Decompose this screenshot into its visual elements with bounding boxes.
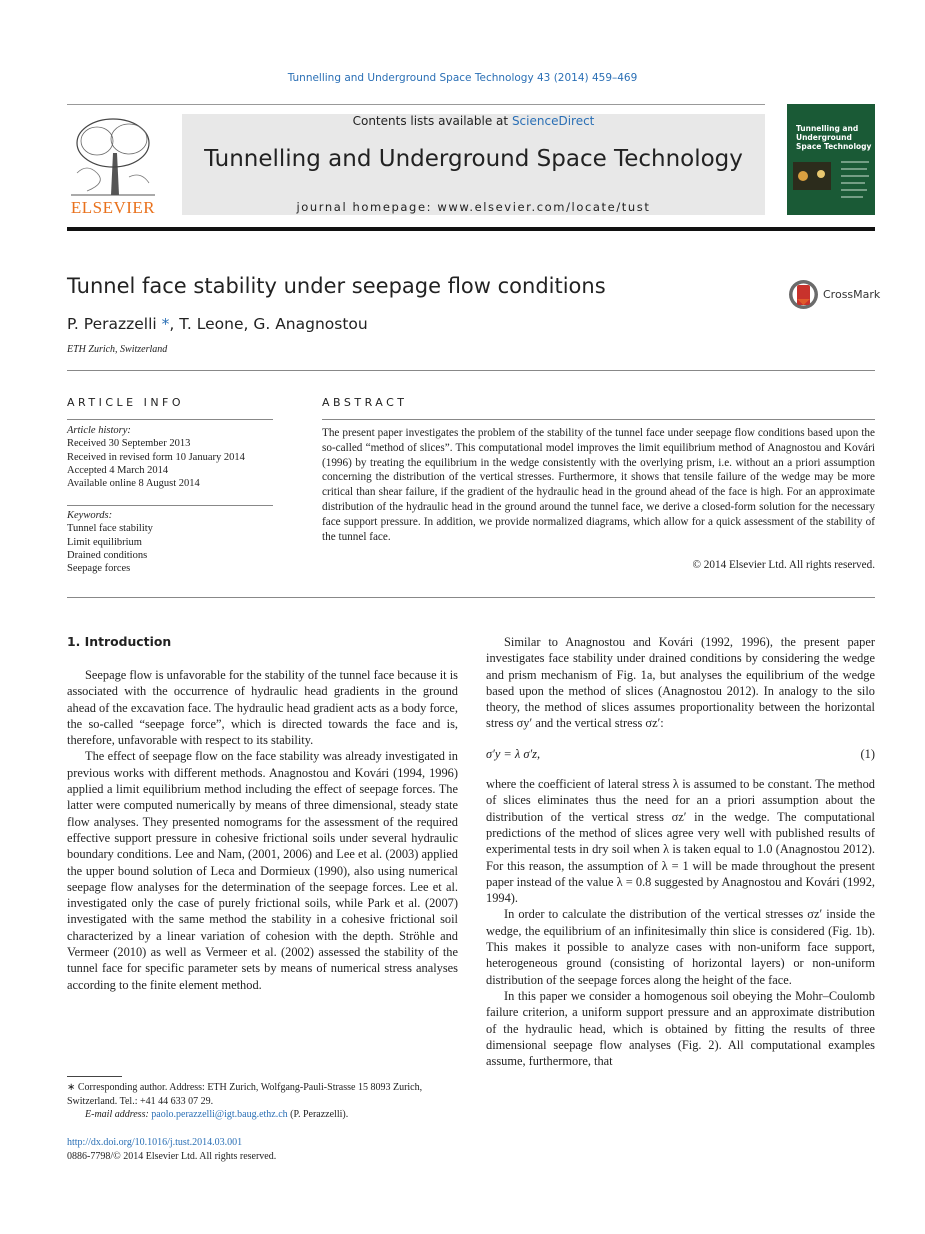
contents-line [182, 114, 765, 128]
footnote-text: ∗ Corresponding author. Address: ETH Zurich, Wolfgang-Pauli-Strasse 15 8093 Zurich, Switzerland. Tel.: +41 44 633 07 29. [67, 1082, 423, 1107]
doi-link[interactable]: http://dx.doi.org/10.1016/j.tust.2014.03.001 [67, 1137, 243, 1148]
sciencedirect-link[interactable]: ScienceDirect [511, 114, 595, 128]
crossmark-label[interactable]: CrossMark [823, 288, 881, 301]
keyword: Drained conditions [67, 549, 148, 561]
keyword: Seepage forces [67, 563, 131, 575]
equation-number: (1) [860, 746, 875, 761]
cover-title: Tunnelling and Underground Space Technology [796, 124, 872, 151]
keyword: Tunnel face stability [67, 523, 153, 535]
keywords-label: Keywords: [67, 510, 113, 521]
header-rule [67, 227, 875, 231]
paragraph: The effect of seepage flow on the face stability was already investigated in previous works with different methods. Anagnostou and Kovári (1994, 1996) applied a limit equilibrium method including the effect of seepage forces. The latter were computed numerically by means of three dimensional, steady state flow analyses. They presented nomograms for the assessment of the required effective support pressure in cohesive frictional soils under several hydraulic boundary conditions. Lee and Nam, (2001, 2006) and Lee et al. (2003) applied the upper bound solution of Leca and Dormieux (1990), also using numerical seepage flow analyses for the determination of the seepage forces. Lee et al. investigated only the case of purely frictional soils, while Park et al. (2007) investigated with the same method the stability in a cohesive frictional soil characterized by a linear variation of cohesion with the depth. Ströhle and Vermeer (2010) as well as Vermeer et al. (2002) assessed the stability of the tunnel face for specific parameter sets by means of numerical stress analyses according to the finite element method. [67, 749, 458, 992]
keyword: Limit equilibrium [67, 536, 142, 548]
abstract-heading: ABSTRACT [322, 396, 408, 409]
article-history [67, 424, 277, 490]
email-label: E-mail address: [85, 1109, 152, 1120]
journal-cover [787, 104, 875, 215]
right-column [486, 634, 875, 1069]
paragraph: where the coefficient of lateral stress λ is assumed to be constant. The method of slices eliminates thus the need for an a priori assumption about the distribution of the vertical stress σz′ in the wedge. The computational predictions of the method of slices agree very well with published results of experimental tests in dry soil when λ is taken equal to 1.0 (Anagnostou 2012). For this reason, the assumption of λ = 1 will be made throughout the present paper instead of the value λ = 0.8 suggested by Anagnostou and Kovári (1992, 1994). [486, 777, 875, 906]
email-link[interactable]: paolo.perazzelli@igt.baug.ethz.ch [151, 1109, 288, 1120]
crossmark-icon[interactable] [788, 279, 819, 310]
equation-1 [486, 746, 875, 762]
top-rule [67, 104, 765, 105]
section-rule [67, 597, 875, 598]
corresponding-author-mark[interactable]: * [156, 315, 170, 333]
author-names: , T. Leone, G. Anagnostou [169, 315, 368, 333]
paragraph: In this paper we consider a homogenous soil obeying the Mohr–Coulomb failure criterion, a uniform support pressure and an approximate distribution of the hydraulic head, which is obtained by fitting the results of three dimensional seepage flow analyses (Fig. 2). All computational examples assume, furthermore, that [486, 988, 875, 1069]
cover-art-icon [787, 104, 875, 215]
left-column [67, 667, 458, 993]
article-title: Tunnel face stability under seepage flow conditions [67, 274, 606, 298]
history-label: Article history: [67, 425, 131, 436]
paragraph: In order to calculate the distribution of the vertical stresses σz′ inside the wedge, the equilibrium of an infinitesimally thin slice is considered (Fig. 1b). This makes it possible to analyze cases with non-uniform face support, heterogeneous ground (consisting of horizontal layers) or non-uniform distribution of the seepage forces along the height of the face. [486, 907, 875, 987]
issn-line: 0886-7798/© 2014 Elsevier Ltd. All rights reserved. [67, 1151, 277, 1162]
footnote-rule [67, 1076, 122, 1077]
abstract-text: The present paper investigates the problem of the stability of the tunnel face under seepage flow conditions based upon the so-called “method of slices”. This computational model improves the limit equilibrium method of Anagnostou and Kovári (1996) by treating the equilibrium in the wedge consistently with the overlying prism, i.e. without an a priori assumption concerning the distribution of the vertical stresses. Furthermore, it shows that tensile failure of the wedge may be more critical than shear failure, if the gradient of the hydraulic head in the ground ahead of the face is high. For an approximate distribution of the hydraulic head in the ground around the tunnel face, we derive a closed-form solution for the necessary face support pressure. In addition, we provide normalized diagrams, which allow for a quick assessment of the stability of the tunnel face. [322, 427, 875, 543]
paragraph: Seepage flow is unfavorable for the stability of the tunnel face because it is associated with the occurrence of hydraulic head gradients in the ground ahead of the excavation face. The hydraulic head gradient acts as a body force, the so-called “seepage force”, which is directed towards the face and is, therefore, unfavorable with respect to its stability. [67, 668, 458, 748]
equation-text: σ′y = λ σ′z, [486, 746, 541, 761]
affiliation: ETH Zurich, Switzerland [67, 344, 168, 355]
author-name: P. Perazzelli [67, 315, 157, 333]
history-accepted: Accepted 4 March 2014 [67, 464, 169, 476]
author-list [67, 315, 368, 333]
footnote-email [67, 1108, 458, 1122]
section-rule [67, 370, 875, 371]
elsevier-logo: ELSEVIER [70, 198, 156, 217]
history-revised: Received in revised form 10 January 2014 [67, 451, 245, 463]
abstract-copyright: © 2014 Elsevier Ltd. All rights reserved. [692, 559, 875, 571]
journal-reference[interactable]: Tunnelling and Underground Space Technology 43 (2014) 459–469 [287, 72, 638, 84]
corresponding-author-footnote [67, 1081, 458, 1122]
article-info-heading: ARTICLE INFO [67, 396, 185, 409]
history-received: Received 30 September 2013 [67, 438, 191, 450]
keywords-rule [67, 505, 273, 506]
history-online: Available online 8 August 2014 [67, 478, 200, 490]
journal-homepage[interactable]: journal homepage: www.elsevier.com/locate/tust [296, 200, 651, 214]
email-suffix: (P. Perazzelli). [287, 1109, 349, 1120]
abstract-rule [322, 419, 875, 420]
section-heading: 1. Introduction [67, 634, 172, 649]
info-rule [67, 419, 273, 420]
paragraph: Similar to Anagnostou and Kovári (1992, 1996), the present paper investigates face stability under drained conditions by considering the wedge and prism mechanism of Fig. 1a, but analyses the equilibrium of the wedge based upon the method of slices (Anagnostou 2012). In analogy to the silo theory, the method of slices assumes proportionality between the horizontal stress σy′ and the vertical stress σz′: [486, 635, 875, 731]
contents-prefix: Contents lists available at [352, 114, 512, 128]
keywords [67, 509, 277, 575]
journal-title: Tunnelling and Underground Space Technology [204, 146, 743, 172]
